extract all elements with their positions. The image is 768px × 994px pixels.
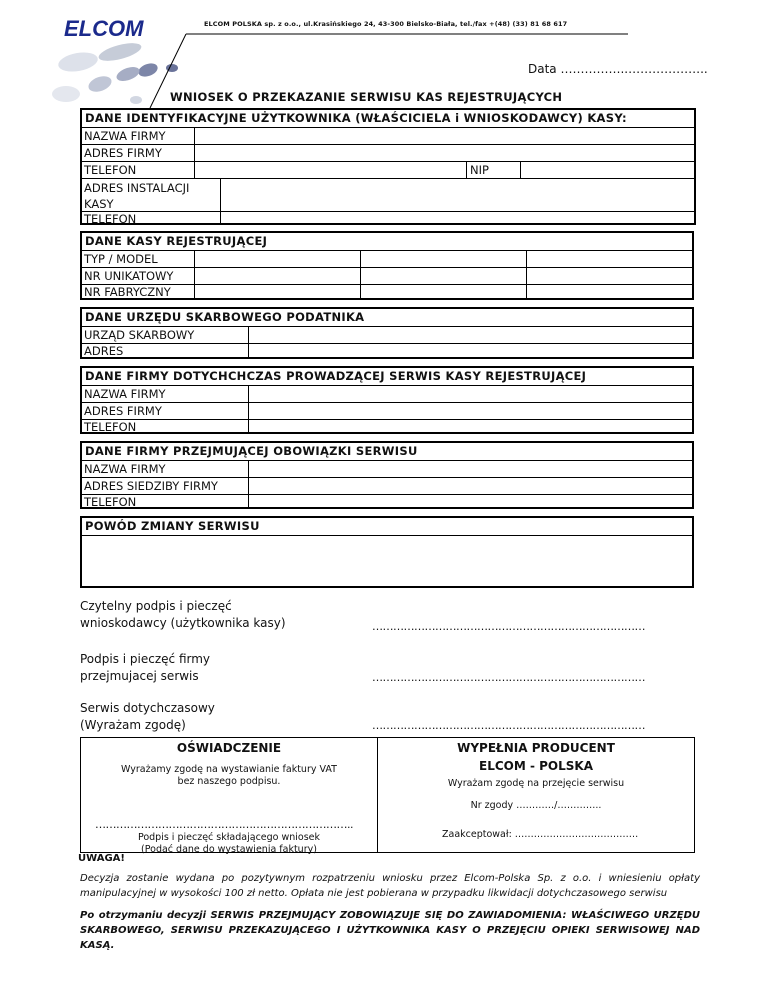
- section-heading: DANE KASY REJESTRUJĄCEJ: [85, 234, 268, 248]
- row-tax-office[interactable]: URZĄD SKARBOWY: [82, 326, 692, 343]
- notification-note: Po otrzymaniu decyzji SERWIS PRZEJMUJĄCY ZOBOWIĄZUJE SIĘ DO ZAWIADOMIENIA: WŁAŚCIWEGO URZĘDU SKARBOWEGO, SERWISU PRZEKAZUJĄCEGO I UŻYTKOWNIKA KASY O PRZEJĘCIU OPIEKI SERWISOWEJ NAD KASĄ.: [80, 910, 700, 951]
- producer-box: WYPEŁNIA PRODUCENT ELCOM - POLSKA Wyrażam zgodę na przejęcie serwisu Nr zgody …………/………….. Zaakceptował: …………………………………: [377, 737, 695, 853]
- section-cash-register: [80, 231, 694, 300]
- row-type-model[interactable]: TYP / MODEL: [82, 250, 692, 267]
- row-new-phone[interactable]: TELEFON: [82, 494, 692, 509]
- signature-applicant-label: Czytelny podpis i pieczęć wnioskodawcy (użytkownika kasy): [80, 599, 286, 630]
- row-tax-office-address[interactable]: ADRES: [82, 343, 692, 359]
- section-heading: DANE FIRMY PRZEJMUJĄCEJ OBOWIĄZKI SERWISU: [85, 444, 418, 458]
- change-reason-field[interactable]: [82, 535, 692, 588]
- date-field[interactable]: Data ……………..………………..: [528, 62, 708, 76]
- row-prev-phone[interactable]: TELEFON: [82, 419, 692, 434]
- section-change-reason: [80, 516, 694, 588]
- logo-text: ELCOM: [64, 16, 144, 41]
- warning-label: UWAGA!: [78, 853, 125, 864]
- section-previous-service: [80, 366, 694, 434]
- form-title: WNIOSEK O PRZEKAZANIE SERWISU KAS REJESTRUJĄCYCH: [170, 90, 563, 104]
- row-install-address[interactable]: ADRES INSTALACJI KASY: [82, 178, 694, 211]
- row-new-company-name[interactable]: NAZWA FIRMY: [82, 460, 692, 477]
- signature-previous-service-label: Serwis dotychczasowy (Wyrażam zgodę): [80, 701, 215, 732]
- section-heading: DANE FIRMY DOTYCHCHCZAS PROWADZĄCEJ SERWIS KASY REJESTRUJĄCEJ: [85, 369, 587, 383]
- row-phone2[interactable]: TELEFON: [82, 211, 694, 225]
- signature-applicant-line[interactable]: ……………………………………………………………………: [372, 620, 645, 633]
- signature-new-service-line[interactable]: ……………………………………………………………………: [372, 671, 645, 684]
- producer-heading: WYPEŁNIA PRODUCENT: [457, 741, 615, 755]
- section-heading: DANE IDENTYFIKACYJNE UŻYTKOWNIKA (WŁAŚCICIELA i WNIOSKODAWCY) KASY:: [85, 111, 627, 125]
- row-company-name[interactable]: NAZWA FIRMY: [82, 127, 694, 144]
- consent-number-field[interactable]: Nr zgody …………/…………..: [470, 800, 602, 811]
- row-unique-number[interactable]: NR UNIKATOWY: [82, 267, 692, 284]
- section-tax-office: [80, 307, 694, 359]
- section-user-identification: [80, 108, 696, 225]
- company-address-line: ELCOM POLSKA sp. z o.o., ul.Krasińskiego 24, 43-300 Bielsko-Biała, tel./fax +(48) (33) 81 68 617: [204, 20, 568, 28]
- row-prev-company-address[interactable]: ADRES FIRMY: [82, 402, 692, 419]
- row-factory-number[interactable]: NR FABRYCZNY: [82, 284, 692, 300]
- section-heading: POWÓD ZMIANY SERWISU: [85, 519, 260, 533]
- section-new-service: [80, 441, 694, 509]
- statement-signature-line[interactable]: ………………………………………………………………..: [95, 818, 353, 831]
- signature-new-service-label: Podpis i pieczęć firmy przejmujacej serwis: [80, 652, 211, 683]
- statement-box: OŚWIADCZENIE Wyrażamy zgodę na wystawianie faktury VAT bez naszego podpisu. ……………………………………………………………….. Podpis i pieczęć składającego wniosek (Podać dane do wystawienia faktury): [80, 737, 378, 853]
- statement-heading: OŚWIADCZENIE: [176, 741, 282, 755]
- accepted-by-field[interactable]: Zaakceptował: …………………………………: [442, 829, 639, 840]
- row-company-address[interactable]: ADRES FIRMY: [82, 144, 694, 161]
- row-prev-company-name[interactable]: NAZWA FIRMY: [82, 385, 692, 402]
- producer-name: ELCOM - POLSKA: [479, 759, 593, 773]
- row-phone-nip[interactable]: TELEFON NIP: [82, 161, 694, 178]
- row-new-seat-address[interactable]: ADRES SIEDZIBY FIRMY: [82, 477, 692, 494]
- section-heading: DANE URZĘDU SKARBOWEGO PODATNIKA: [85, 310, 365, 324]
- signature-previous-service-line[interactable]: ……………………………………………………………………: [372, 719, 645, 732]
- fee-note: Decyzja zostanie wydana po pozytywnym rozpatrzeniu wniosku przez Elcom-Polska Sp. z o.o. i wniesieniu opłaty manipulacyjnej w wysokości 100 zł netto. Opłata nie jest pobierana w przypadku likwidacji dotychczasowego serwisu: [80, 873, 700, 899]
- nip-label: NIP: [470, 163, 489, 177]
